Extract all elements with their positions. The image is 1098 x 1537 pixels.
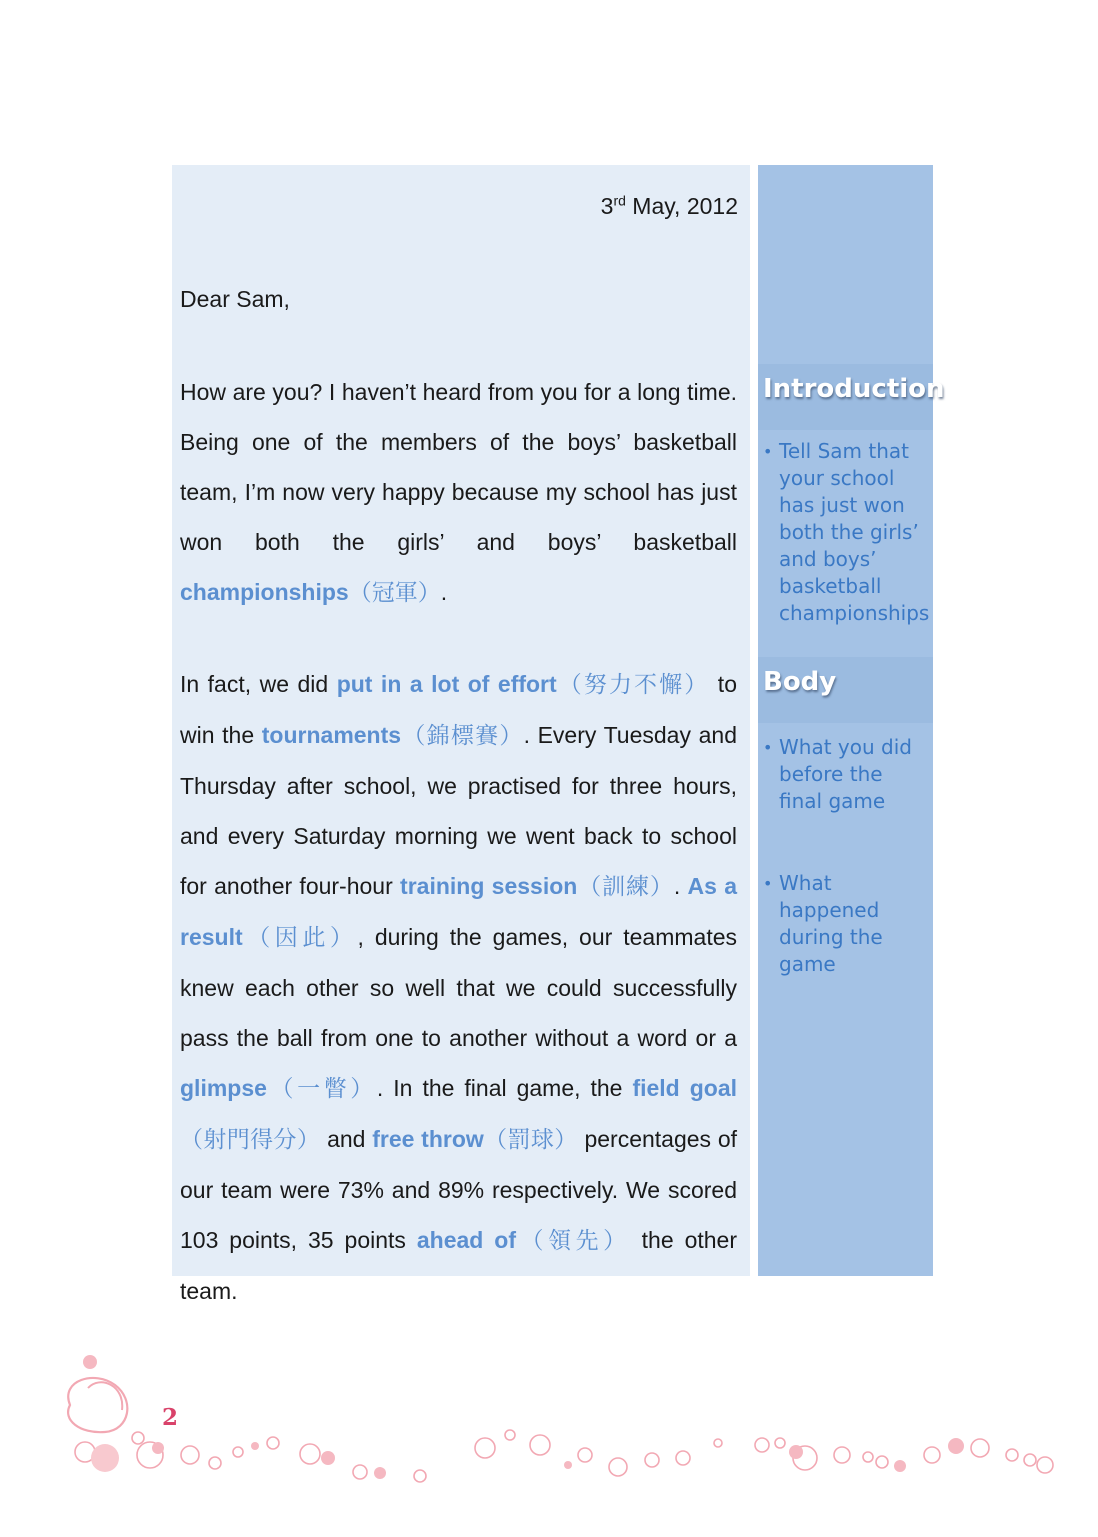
chinese-gloss: （冠軍） [348,580,441,606]
keyword: field goal [632,1075,737,1101]
keyword: As a result [180,873,738,950]
chinese-gloss: （訓練） [577,874,674,900]
keyword: free throw [372,1126,484,1152]
keyword: ahead of [416,1227,516,1253]
chinese-gloss: （努力不懈） [556,672,710,698]
chinese-gloss: （射門得分） [180,1127,321,1153]
bullet-icon: • [763,442,773,461]
chinese-gloss: （錦標賽） [401,723,524,749]
note-introduction: • Tell Sam that your school has just won both the girls’ and boys’ basketball championships [763,439,930,625]
paragraph-body: In fact, we did put in a lot of effort（努力不懈） to win the tournaments（錦標賽）. Every Tuesday and Thursday after school, we practised for three hours, and every Saturday morning we went back to school for another four-hour training session（訓練）. As a result（因此）, during the games, our teammates knew each other so well that we could successfully pass the ball from one to another without a word or a glimpse（一瞥）. In the final game, the field goal（射門得分） and free throw（罰球） percentages of our team were 73% and 89% respectively. We scored 103 points, 35 points ahead of（領先） the other team. [180,671,738,1304]
section-title-introduction: Introduction [763,374,945,404]
letter-date: 3rd May, 2012 [600,192,738,219]
structure-sidebar [758,165,945,1276]
keyword: championships [180,579,349,605]
letter-panel [172,165,750,1304]
bullet-icon: • [763,874,773,893]
note-body-before: • What you did before the final game [763,735,912,813]
keyword: training session [400,873,578,899]
chinese-gloss: （領先） [515,1228,631,1254]
chinese-gloss: （一瞥） [266,1076,377,1102]
letter-greeting: Dear Sam, [180,286,290,312]
keyword: tournaments [261,722,402,748]
section-title-body: Body [763,667,837,697]
page-number: 2 [162,1404,179,1431]
keyword: put in a lot of effort [336,671,557,697]
bullet-icon: • [763,738,773,757]
note-body-during: • What happened during the game [763,871,883,976]
keyword: glimpse [180,1075,267,1101]
paragraph-introduction: How are you? I haven’t heard from you for a long time. Being one of the members of the boys’ basketball team, I’m now very happy because my school has just won both the girls’ and boys’ basketball championships（冠軍）. [180,379,737,606]
chinese-gloss: （因此） [242,925,358,951]
chinese-gloss: （罰球） [483,1127,578,1153]
bubble-decoration [0,1340,1098,1530]
